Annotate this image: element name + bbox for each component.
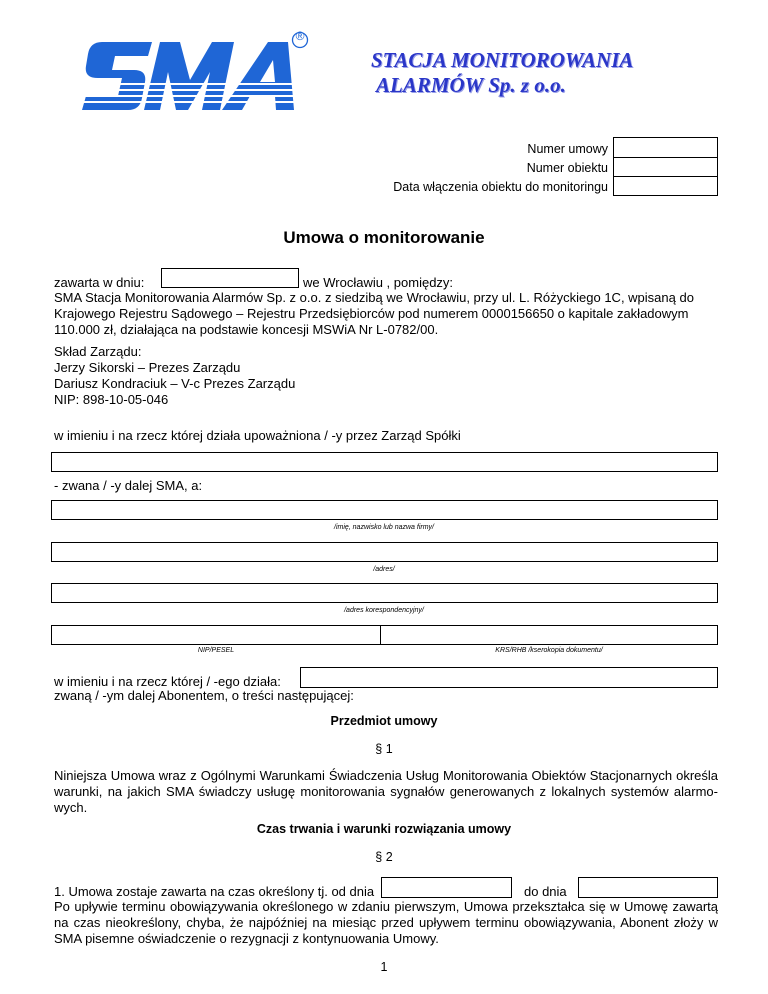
contract-number-field[interactable] [613,137,718,158]
on-behalf-text: w imieniu i na rzecz której działa upoważniona / -y przez Zarząd Spółki [54,428,461,443]
section2-paragraph-number: § 2 [375,850,393,864]
company-description-line: Krajowego Rejestru Sądowego – Rejestru Przedsiębiorców pod numerem 0000156650 o kapitale zakładowym [54,306,689,321]
document-title: Umowa o monitorowanie [283,228,485,247]
board-block [54,344,295,408]
subscriber-name-caption: /imię, nazwisko lub nazwa firmy/ [334,524,434,531]
section1-paragraph-number: § 1 [375,742,393,756]
correspondence-address-field[interactable] [51,583,718,603]
section2-line1b: do dnia [524,884,567,899]
board-member: Dariusz Kondraciuk – V-c Prezes Zarządu [54,376,296,391]
sma-logo [82,30,312,118]
company-description [54,290,734,338]
company-name-line2: ALARMÓW Sp. z o.o. [376,73,566,97]
company-name-line1: STACJA MONITOROWANIA [371,48,634,72]
section1-text [54,768,718,816]
correspondence-address-caption: /adres korespondencyjny/ [344,607,424,614]
section1-text-line: wych. [54,800,88,815]
board-member: Jerzy Sikorski – Prezes Zarządu [54,360,241,375]
section2-text [54,899,718,947]
section2-text-line: Po upływie terminu obowiązywania określonego w zdaniu pierwszym, Umowa przekształca się w Umowę zawartą [54,899,718,914]
concluded-date-field[interactable] [161,268,299,288]
page-number: 1 [380,960,388,974]
company-description-line: 110.000 zł, działająca na podstawie koncesji MSWiA Nr L-0782/00. [54,322,439,337]
section2-text-line: SMA pisemne oświadczenie o rezygnacji z kontynuowania Umowy. [54,931,439,946]
nip-pesel-field[interactable] [51,625,381,645]
subscriber-line2: zwaną / -ym dalej Abonentem, o treści następującej: [54,688,354,703]
company-description-line: SMA Stacja Monitorowania Alarmów Sp. z o.o. z siedzibą we Wrocławiu, przy ul. L. Różyckiego 1C, wpisaną do [54,290,694,305]
subscriber-address-field[interactable] [51,542,718,562]
section2-heading: Czas trwania i warunki rozwiązania umowy [256,822,512,836]
nip-pesel-caption: NIP/PESEL [197,647,235,654]
object-number-field[interactable] [613,157,718,177]
krs-caption: KRS/RHB /kserokopia dokumentu/ [495,647,603,654]
section2-text-line: na czas nieokreślony, chyba, że najpóźniej na miesiąc przed upływem terminu obowiązywania, Abonent złoży w [54,915,718,930]
start-date-field[interactable] [381,877,512,898]
section1-heading: Przedmiot umowy [330,714,438,728]
subscriber-line1: w imieniu i na rzecz której / -ego działa: [54,674,281,689]
end-date-field[interactable] [578,877,718,898]
representative-field[interactable] [51,452,718,472]
board-heading: Skład Zarządu: [54,344,142,359]
subscriber-address-caption: /adres/ [373,566,395,573]
object-number-label: Numer obiektu [526,161,608,175]
subscriber-name-field[interactable] [51,500,718,520]
place-text: we Wrocławiu , pomiędzy: [303,275,454,290]
section2-line1a: 1. Umowa zostaje zawarta na czas określony tj. od dnia [54,884,375,899]
concluded-on-label: zawarta w dniu: [54,275,145,290]
registered-mark: ® [295,29,305,43]
activation-date-field[interactable] [613,176,718,196]
subscriber-representative-field[interactable] [300,667,718,688]
company-nip: NIP: 898-10-05-046 [54,392,169,407]
called-sma-text: - zwana / -y dalej SMA, a: [54,478,203,493]
section1-text-line: warunki, na jakich SMA świadczy usługę monitorowania sygnałów generowanych z lokalnych systemów alarmo- [54,784,718,799]
section1-text-line: Niniejsza Umowa wraz z Ogólnymi Warunkami Świadczenia Usług Monitorowania Obiektów Stacjonarnych określa [54,768,718,783]
krs-field[interactable] [380,625,718,645]
contract-number-label: Numer umowy [527,142,608,156]
activation-date-label: Data włączenia obiektu do monitoringu [393,180,608,194]
